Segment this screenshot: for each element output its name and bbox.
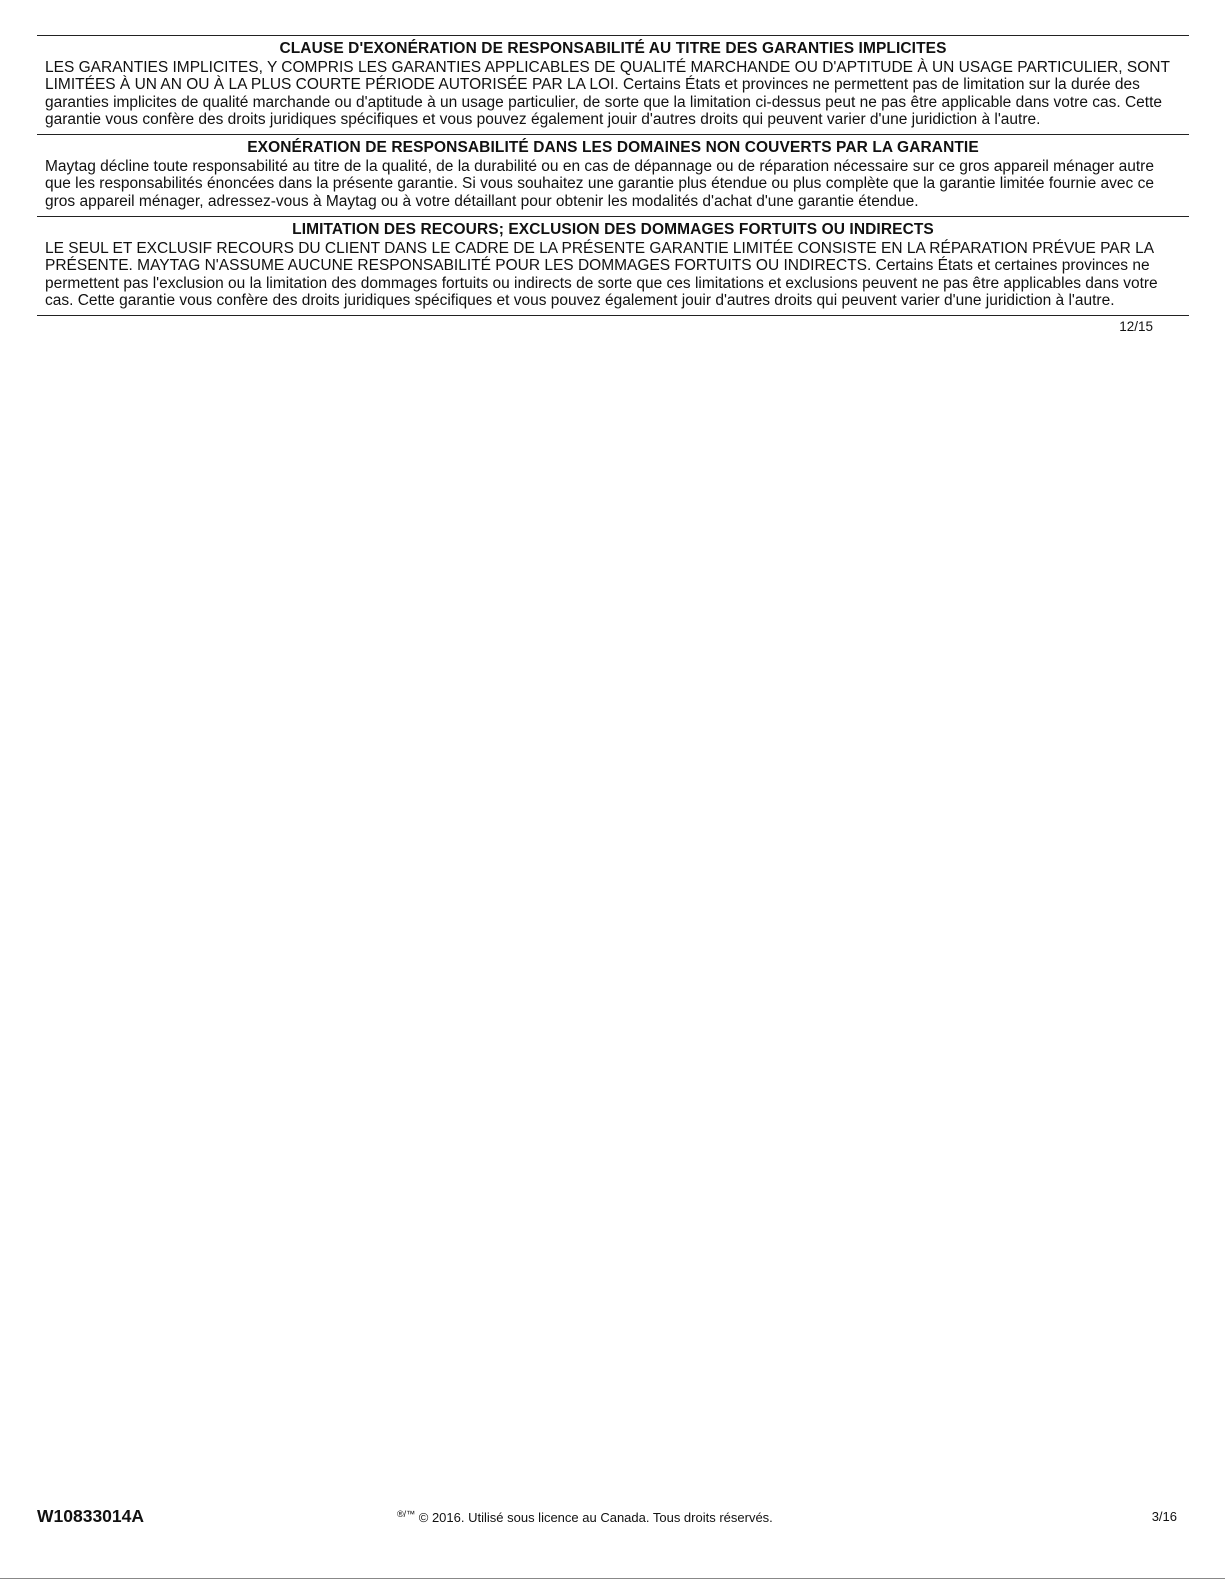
- limitation-section: [37, 217, 1189, 315]
- copyright-text: © 2016. Utilisé sous licence au Canada. Tous droits réservés.: [418, 1510, 773, 1525]
- not-covered-section: [37, 135, 1189, 216]
- section-title: EXONÉRATION DE RESPONSABILITÉ DANS LES DOMAINES NON COUVERTS PAR LA GARANTIE: [247, 139, 979, 157]
- implied-warranty-section: [37, 36, 1189, 134]
- page-date: 3/16: [1151, 1509, 1177, 1524]
- section-body: LES GARANTIES IMPLICITES, Y COMPRIS LES GARANTIES APPLICABLES DE QUALITÉ MARCHANDE OU D'APTITUDE À UN USAGE PARTICULIER, SONT LIMITÉES À UN AN OU À LA PLUS COURTE PÉRIODE AUTORISÉE PAR LA LOI. Certains États et provinces ne permettent pas de limitation sur la durée des garanties implicites de qualité marchande ou d'aptitude à un usage particulier, de sorte que la limitation ci-dessus peut ne pas être applicable dans votre cas. Cette garantie vous confère des droits juridiques spécifiques et vous pouvez également jouir d'autres droits qui peuvent varier d'une juridiction à l'autre.: [45, 59, 1170, 128]
- page-footer: [37, 1506, 1189, 1532]
- warranty-document: [37, 35, 1189, 334]
- page-edge-line: [0, 1578, 1225, 1579]
- part-number: W10833014A: [37, 1506, 145, 1526]
- copyright-notice: [397, 1509, 773, 1525]
- section-body: LE SEUL ET EXCLUSIF RECOURS DU CLIENT DANS LE CADRE DE LA PRÉSENTE GARANTIE LIMITÉE CONSISTE EN LA RÉPARATION PRÉVUE PAR LA PRÉSENTE. MAYTAG N'ASSUME AUCUNE RESPONSABILITÉ POUR LES DOMMAGES FORTUITS OU INDIRECTS. Certains États et certaines provinces ne permettent pas l'exclusion ou la limitation des dommages fortuits ou indirects de sorte que ces limitations et exclusions peuvent ne pas être applicables dans votre cas. Cette garantie vous confère des droits juridiques spécifiques et vous pouvez également jouir d'autres droits qui peuvent varier d'une juridiction à l'autre.: [45, 240, 1158, 309]
- section-title: CLAUSE D'EXONÉRATION DE RESPONSABILITÉ AU TITRE DES GARANTIES IMPLICITES: [279, 40, 947, 57]
- section-title: LIMITATION DES RECOURS; EXCLUSION DES DOMMAGES FORTUITS OU INDIRECTS: [292, 221, 934, 239]
- section-body: Maytag décline toute responsabilité au titre de la qualité, de la durabilité ou en cas de dépannage ou de réparation nécessaire sur ce gros appareil ménager autre que les responsabilités énoncées dans la présente garantie. Si vous souhaitez une garantie plus étendue ou plus complète que la garantie limitée fournie avec ce gros appareil ménager, adressez-vous à Maytag ou à votre détaillant pour obtenir les modalités d'achat d'une garantie étendue.: [45, 158, 1154, 210]
- trademark-symbols: ®/™: [397, 1509, 416, 1519]
- revision-date: 12/15: [1119, 319, 1153, 335]
